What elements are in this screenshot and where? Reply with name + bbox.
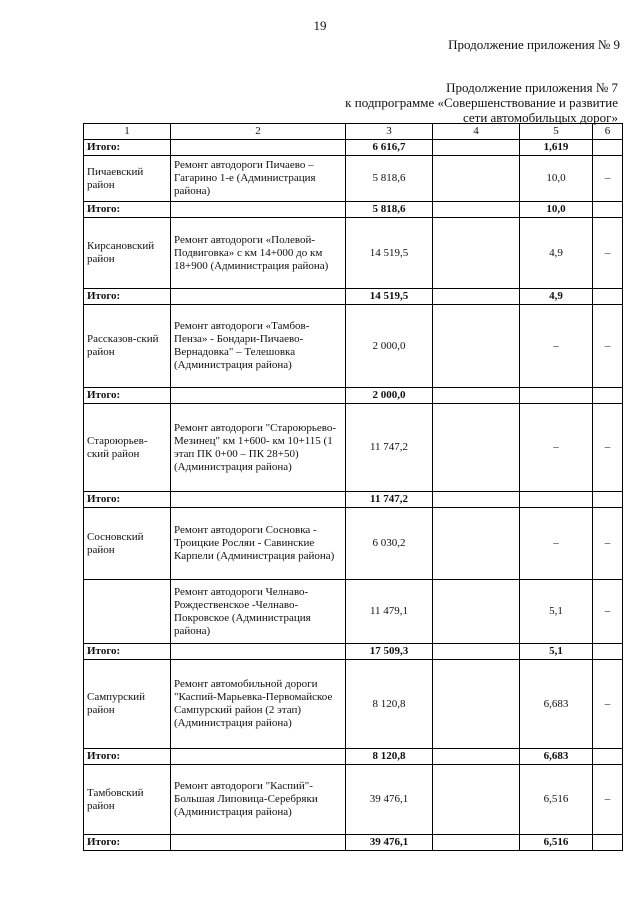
district-cell: Кирсановский район <box>84 218 171 289</box>
total-row <box>84 492 623 508</box>
column4-cell <box>433 765 520 835</box>
amount-cell: 6 616,7 <box>346 140 433 156</box>
column-header: 2 <box>171 124 346 140</box>
column4-cell <box>433 305 520 388</box>
work-description-cell: Ремонт автодороги "Каспий"-Большая Липовица-Серебряки (Администрация района) <box>171 765 346 835</box>
work-description-cell <box>171 835 346 851</box>
column6-cell <box>593 835 623 851</box>
work-description-cell <box>171 388 346 404</box>
total-label: Итого: <box>84 644 171 660</box>
total-label: Итого: <box>84 388 171 404</box>
district-cell: Тамбовский район <box>84 765 171 835</box>
length-cell: 4,9 <box>520 218 593 289</box>
total-row <box>84 202 623 218</box>
length-cell: – <box>520 404 593 492</box>
table-header-row <box>84 124 623 140</box>
length-cell: 10,0 <box>520 156 593 202</box>
annex-header <box>345 80 618 125</box>
amount-cell: 39 476,1 <box>346 765 433 835</box>
amount-cell: 39 476,1 <box>346 835 433 851</box>
work-description-cell: Ремонт автодороги Челнаво- Рождественское -Челнаво-Покровское (Администрация района) <box>171 580 346 644</box>
district-cell: Сампурский район <box>84 660 171 749</box>
district-cell <box>84 580 171 644</box>
annex-subprogram-line2: сети автомобильцых дорог» <box>462 110 618 125</box>
amount-cell: 5 818,6 <box>346 202 433 218</box>
amount-cell: 17 509,3 <box>346 644 433 660</box>
district-cell: Сосновский район <box>84 508 171 580</box>
column6-cell: – <box>593 580 623 644</box>
column4-cell <box>433 140 520 156</box>
column6-cell: – <box>593 218 623 289</box>
table-row <box>84 404 623 492</box>
amount-cell: 6 030,2 <box>346 508 433 580</box>
annex-continuation-top: Продолжение приложения № 9 <box>448 37 620 52</box>
work-description-cell <box>171 492 346 508</box>
column4-cell <box>433 660 520 749</box>
work-description-cell <box>171 202 346 218</box>
column6-cell: – <box>593 305 623 388</box>
amount-cell: 14 519,5 <box>346 218 433 289</box>
column-header: 3 <box>346 124 433 140</box>
table-row <box>84 305 623 388</box>
column4-cell <box>433 749 520 765</box>
length-cell: – <box>520 305 593 388</box>
length-cell: – <box>520 508 593 580</box>
total-label: Итого: <box>84 202 171 218</box>
work-description-cell: Ремонт автодороги «Полевой-Подвиговка» с км 14+000 до км 18+900 (Администрация района) <box>171 218 346 289</box>
total-row <box>84 749 623 765</box>
column4-cell <box>433 508 520 580</box>
district-cell: Староюрьев-ский район <box>84 404 171 492</box>
length-cell: 5,1 <box>520 580 593 644</box>
amount-cell: 11 747,2 <box>346 404 433 492</box>
column6-cell: – <box>593 508 623 580</box>
column6-cell <box>593 289 623 305</box>
total-row <box>84 644 623 660</box>
amount-cell: 2 000,0 <box>346 305 433 388</box>
column4-cell <box>433 218 520 289</box>
length-cell: 6,683 <box>520 660 593 749</box>
work-description-cell: Ремонт автодороги Пичаево – Гагарино 1-е (Администрация района) <box>171 156 346 202</box>
table-row <box>84 156 623 202</box>
amount-cell: 8 120,8 <box>346 660 433 749</box>
column4-cell <box>433 289 520 305</box>
district-cell: Пичаевский район <box>84 156 171 202</box>
length-cell: 6,683 <box>520 749 593 765</box>
length-cell: 6,516 <box>520 835 593 851</box>
column6-cell: – <box>593 765 623 835</box>
column-header: 5 <box>520 124 593 140</box>
column-header: 6 <box>593 124 623 140</box>
table-row <box>84 580 623 644</box>
total-label: Итого: <box>84 492 171 508</box>
work-description-cell: Ремонт автомобильной дороги "Каспий-Марьевка-Первомайское Сампурский район (2 этап) (Администрация района) <box>171 660 346 749</box>
column6-cell <box>593 749 623 765</box>
amount-cell: 2 000,0 <box>346 388 433 404</box>
column-header: 1 <box>84 124 171 140</box>
length-cell: 5,1 <box>520 644 593 660</box>
table-row <box>84 508 623 580</box>
length-cell: 1,619 <box>520 140 593 156</box>
length-cell: 10,0 <box>520 202 593 218</box>
total-row <box>84 289 623 305</box>
amount-cell: 11 747,2 <box>346 492 433 508</box>
total-label: Итого: <box>84 289 171 305</box>
column6-cell: – <box>593 156 623 202</box>
road-repair-table <box>83 123 623 851</box>
district-cell: Рассказов-ский район <box>84 305 171 388</box>
work-description-cell <box>171 749 346 765</box>
column4-cell <box>433 388 520 404</box>
column4-cell <box>433 492 520 508</box>
length-cell: 4,9 <box>520 289 593 305</box>
total-label: Итого: <box>84 749 171 765</box>
total-label: Итого: <box>84 140 171 156</box>
work-description-cell: Ремонт автодороги "Староюрьево-Мезинец" км 1+600- км 10+115 (1 этап ПК 0+00 – ПК 28+50) (Администрация района) <box>171 404 346 492</box>
amount-cell: 14 519,5 <box>346 289 433 305</box>
work-description-cell <box>171 644 346 660</box>
length-cell <box>520 492 593 508</box>
amount-cell: 11 479,1 <box>346 580 433 644</box>
annex-continuation: Продолжение приложения № 7 <box>446 80 618 95</box>
work-description-cell <box>171 289 346 305</box>
column-header: 4 <box>433 124 520 140</box>
table-row <box>84 660 623 749</box>
work-description-cell: Ремонт автодороги «Тамбов-Пенза» - Бондари-Пичаево-Вернадовка" – Телешовка (Администрация района) <box>171 305 346 388</box>
work-description-cell: Ремонт автодороги Сосновка - Троицкие Росляи - Савинские Карпели (Администрация района) <box>171 508 346 580</box>
amount-cell: 5 818,6 <box>346 156 433 202</box>
table-row <box>84 765 623 835</box>
column6-cell <box>593 388 623 404</box>
page-number: 19 <box>313 18 327 33</box>
column4-cell <box>433 580 520 644</box>
column6-cell: – <box>593 660 623 749</box>
column4-cell <box>433 835 520 851</box>
column4-cell <box>433 404 520 492</box>
column6-cell <box>593 644 623 660</box>
work-description-cell <box>171 140 346 156</box>
column6-cell <box>593 492 623 508</box>
column4-cell <box>433 644 520 660</box>
total-row <box>84 835 623 851</box>
table-row <box>84 218 623 289</box>
length-cell: 6,516 <box>520 765 593 835</box>
amount-cell: 8 120,8 <box>346 749 433 765</box>
total-label: Итого: <box>84 835 171 851</box>
column6-cell <box>593 140 623 156</box>
column4-cell <box>433 156 520 202</box>
total-row <box>84 140 623 156</box>
total-row <box>84 388 623 404</box>
column4-cell <box>433 202 520 218</box>
column6-cell <box>593 202 623 218</box>
column6-cell: – <box>593 404 623 492</box>
annex-subprogram-line1: к подпрограмме «Совершенствование и развитие <box>345 95 618 110</box>
length-cell <box>520 388 593 404</box>
